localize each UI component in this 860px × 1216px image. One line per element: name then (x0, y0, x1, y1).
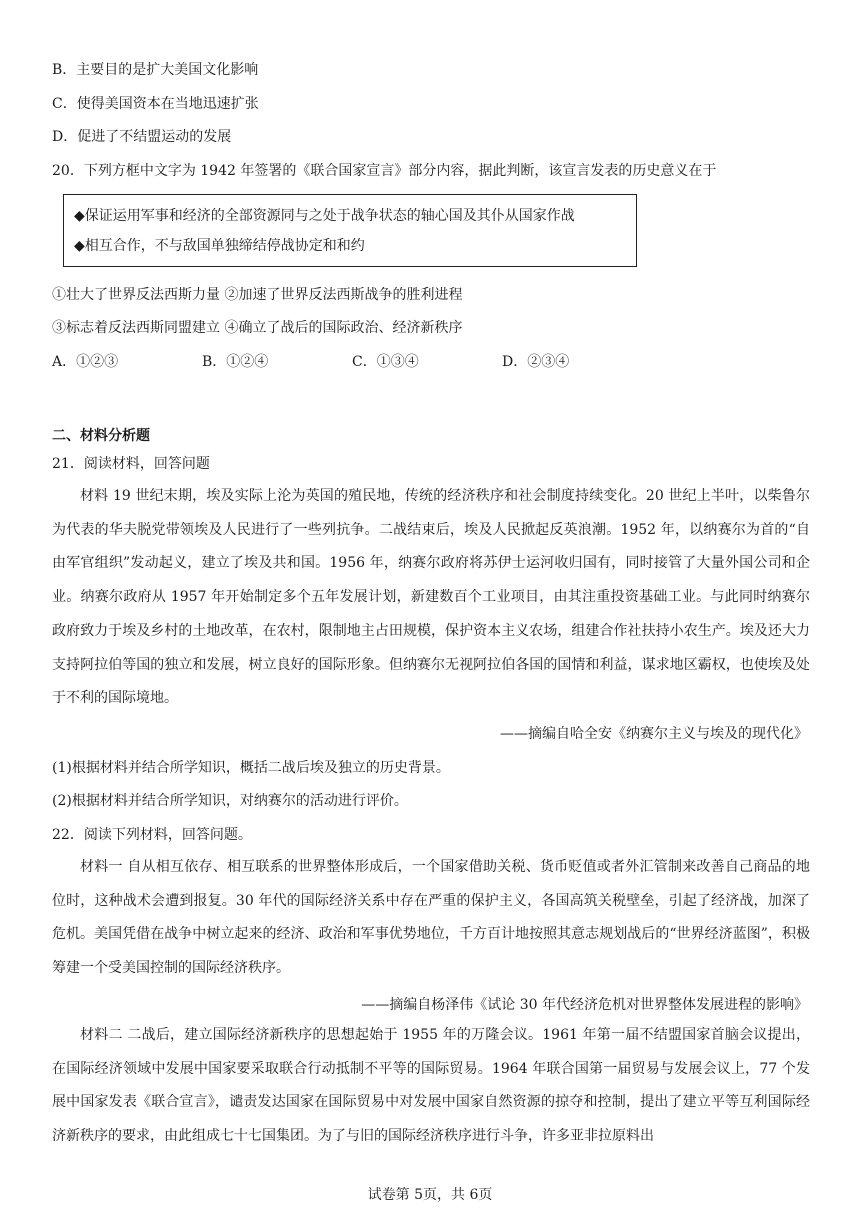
q20-stem: 20．下列方框中文字为 1942 年签署的《联合国家宣言》部分内容，据此判断，该宣言发表的历史意义在于 (52, 163, 717, 179)
q21-subquestion-1: (1)根据材料并结合所学知识，概括二战后埃及独立的历史背景。 (52, 760, 450, 776)
page-footer: 试卷第 5页，共 6页 (367, 1187, 493, 1203)
q22-material-2: 材料二 二战后，建立国际经济新秩序的思想起始于 1955 年的万隆会议。1961 年第一届不结盟国家首脑会议提出，在国际经济领域中发展中国家要采取联合行动抵制不平等的国际贸易。1964 年联合国第一届贸易与发展会议上，77 个发展中国家发表《联合宣言》，谴责发达国家在国际贸易中对发展中国家自然资源的掠夺和控制，提出了建立平等互利国际经济新秩序的要求，由此组成七十七国集团。为了与旧的国际经济秩序进行斗争，许多亚非拉原料出 (52, 1027, 810, 1145)
q21-stem: 21．阅读材料，回答问题 (52, 456, 210, 472)
q20-option-d: D．②③④ (502, 354, 570, 370)
q21-subquestion-2: (2)根据材料并结合所学知识，对纳赛尔的活动进行评价。 (52, 793, 408, 809)
q20-option-b: B．①②④ (202, 354, 269, 370)
q22-stem: 22．阅读下列材料，回答问题。 (52, 827, 252, 843)
q20-box-line-1: ◆保证运用军事和经济的全部资源同与之处于战争状态的轴心国及其仆从国家作战 (74, 208, 575, 224)
q21-source: ——摘编自哈全安《纳赛尔主义与埃及的现代化》 (500, 726, 808, 742)
q19-option-b: B．主要目的是扩大美国文化影响 (52, 62, 259, 78)
q20-box-line-2: ◆相互合作，不与敌国单独缔结停战协定和和约 (74, 238, 365, 254)
q21-material: 材料 19 世纪末期，埃及实际上沦为英国的殖民地，传统的经济秩序和社会制度持续变化。20 世纪上半叶，以柴鲁尔为代表的华夫脱党带领埃及人民进行了一些列抗争。二战结束后，埃及人民掀起反英浪潮。1952 年，以纳赛尔为首的“自由军官组织”发动起义，建立了埃及共和国。1956 年，纳赛尔政府将苏伊士运河收归国有，同时接管了大量外国公司和企业。纳赛尔政府从 1957 年开始制定多个五年发展计划，新建数百个工业项目，由其注重投资基础工业。与此同时纳赛尔政府致力于埃及乡村的土地改革，在农村，限制地主占田规模，保护资本主义农场，组建合作社扶持小农生产。埃及还大力支持阿拉伯等国的独立和发展，树立良好的国际形象。但纳赛尔无视阿拉伯各国的国情和利益，谋求地区霸权，也使埃及处于不利的国际境地。 (52, 488, 810, 707)
q20-items-line-2: ③标志着反法西斯同盟建立 ④确立了战后的国际政治、经济新秩序 (52, 320, 463, 336)
q20-items-line-1: ①壮大了世界反法西斯力量 ②加速了世界反法西斯战争的胜利进程 (52, 287, 463, 303)
section-title: 二、材料分析题 (52, 428, 150, 444)
q22-material-1: 材料一 自从相互依存、相互联系的世界整体形成后，一个国家借助关税、货币贬值或者外汇管制来改善自己商品的地位时，这种战术会遭到报复。30 年代的国际经济关系中存在严重的保护主义，各国高筑关税壁垒，引起了经济战，加深了危机。美国凭借在战争中树立起来的经济、政治和军事优势地位，千方百计地按照其意志规划战后的“世界经济蓝图”，积极筹建一个受美国控制的国际经济秩序。 (52, 859, 810, 977)
q19-option-d: D．促进了不结盟运动的发展 (52, 129, 232, 145)
q19-option-c: C．使得美国资本在当地迅速扩张 (52, 96, 259, 112)
q22-source-1: ——摘编自杨泽伟《试论 30 年代经济危机对世界整体发展进程的影响》 (361, 997, 808, 1013)
q20-option-c: C．①③④ (352, 354, 419, 370)
q20-quote-box (63, 194, 637, 267)
q20-option-a: A．①②③ (52, 354, 119, 370)
